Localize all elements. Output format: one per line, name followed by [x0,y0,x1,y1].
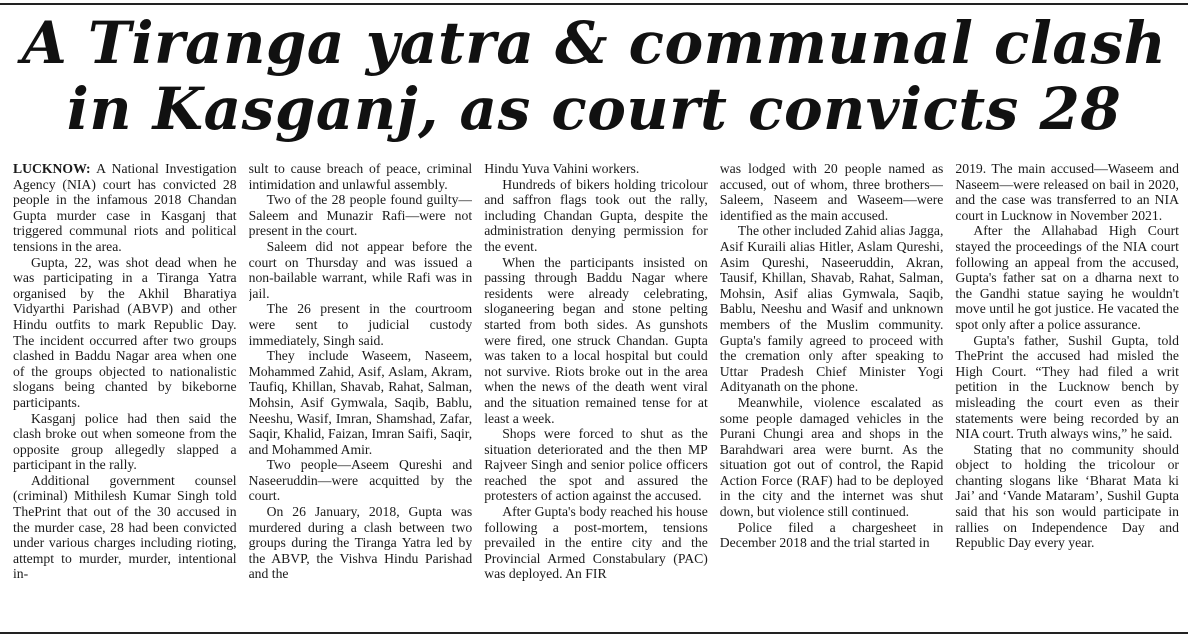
article-paragraph: Police filed a chargesheet in December 2018 and the trial started in [719,519,944,551]
article-paragraph: Kasganj police had then said the clash broke out when someone from the opposite group allegedly slapped a participant in the rally. [13,410,237,473]
article-column-3 [484,161,708,627]
article-column-5 [955,161,1179,627]
article-paragraph: They include Waseem, Naseem, Mohammed Zahid, Asif, Aslam, Akram, Taufiq, Khillan, Shavab, Rahat, Salman, Mohsin, Asif Gymwala, Saqib, Bablu, Neeshu, Wasif, Imran, Shamshad, Zafar, Saqir, Khalid, Faizan, Imran Saifi, Saqir, and Mohammed Amir. [248,348,473,457]
article-paragraph: On 26 January, 2018, Gupta was murdered during a clash between two groups during the Tiranga Yatra led by the ABVP, the Vishva Hindu Parishad and the [248,504,473,582]
article-paragraph: Meanwhile, violence escalated as some people damaged vehicles in the Purani Chungi area and shops in the Barahdwari area were burnt. As the situation got out of control, the Rapid Action Force (RAF) had to be deployed in the city and the internet was shut down, but violence still continued. [719,394,944,520]
article-paragraph: Two people—Aseem Qureshi and Naseeruddin—were acquitted by the court. [248,457,473,504]
article-paragraph: sult to cause breach of peace, criminal intimidation and unlawful assembly. [248,161,473,192]
article-paragraph: The 26 present in the courtroom were sent to judicial custody immediately, Singh said. [248,301,473,348]
article-paragraph: Gupta, 22, was shot dead when he was participating in a Tiranga Yatra organised by the Akhil Bharatiya Vidyarthi Parishad (ABVP) and other Hindu outfits to mark Republic Day. The incident occurred after two groups clashed in Baddu Nagar area when one of the groups objected to nationalistic slogans being chanted by bikeborne participants. [13,254,237,410]
article-paragraph: Hundreds of bikers holding tricolour and saffron flags took out the rally, including Chandan Gupta, despite the administration denying permission for the event. [484,176,708,254]
article-body [13,161,1179,627]
article-paragraph: Two of the 28 people found guilty—Saleem and Munazir Rafi—were not present in the court. [248,192,473,239]
article-paragraph: 2019. The main accused—Waseem and Naseem—were released on bail in 2020, and the case was transferred to an NIA court in Lucknow in November 2021. [955,161,1179,223]
top-rule [0,3,1188,5]
article-paragraph: Saleem did not appear before the court on Thursday and was issued a non-bailable warrant, while Rafi was in jail. [248,238,473,301]
dateline: LUCKNOW: [13,161,91,176]
article-column-4 [720,161,944,627]
bottom-rule [0,632,1188,634]
article-column-1 [13,161,237,627]
article-paragraph [13,161,237,255]
paragraph-text: A National Investigation Agency (NIA) court has convicted 28 people in the infamous 2018 Chandan Gupta murder case in Kasganj that triggered communal riots and political tensions in the area. [13,161,237,254]
article-column-2 [249,161,473,627]
article-paragraph: The other included Zahid alias Jagga, Asif Kuraili alias Hitler, Aslam Qureshi, Asim Qureshi, Naseeruddin, Akran, Tausif, Khillan, Shavab, Rahat, Salman, Mohsin, Asif alias Gymwala, Saqib, Bablu, Neeshu and Wasif and unknown members of the Muslim community. Gupta's family agreed to proceed with the cremation only after speaking to Uttar Pradesh Chief Minister Yogi Adityanath on the phone. [719,223,944,395]
article-paragraph: Hindu Yuva Vahini workers. [484,161,640,176]
article-paragraph: Shops were forced to shut as the situation deteriorated and the then MP Rajveer Singh and senior police officers reached the spot and assured the protesters of action against the accused. [484,426,708,504]
headline-line-2: in Kasganj, as court convicts 28 [66,75,1122,143]
article-paragraph: Gupta's father, Sushil Gupta, told ThePrint the accused had misled the High Court. “They had filed a writ petition in the Lucknow bench by misleading the court even as their statements were being recorded by an NIA court. Truth always wins,” he said. [955,332,1179,442]
headline-line-1: A Tiranga yatra & communal clash [21,9,1167,77]
headline [0,10,1188,142]
article-paragraph: Additional government counsel (criminal) Mithilesh Kumar Singh told ThePrint that out of the 30 accused in the murder case, 28 had been convicted under various charges including rioting, attempt to murder, murder, intentional in- [13,472,237,582]
article-paragraph: was lodged with 20 people named as accused, out of whom, three brothers— Saleem, Naseem and Waseem—were identified as the main accused. [719,161,944,223]
article-paragraph: After the Allahabad High Court stayed the proceedings of the NIA court following an appeal from the accused, Gupta's father sat on a dharna next to the Gandhi statue saying he wouldn't move until he got justice. He vacated the spot only after a police assurance. [955,223,1179,332]
article-paragraph: When the participants insisted on passing through Baddu Nagar where residents were already celebrating, sloganeering began and stone pelting started from both sides. As gunshots were fired, one struck Chandan. Gupta was taken to a local hospital but could not survive. Riots broke out in the area when the news of the death went viral and the situation remained tense for at least a week. [484,254,708,426]
article-paragraph: Stating that no community should object to holding the tricolour or chanting slogans like ‘Bharat Mata ki Jai’ and ‘Vande Mataram’, Sushil Gupta said that his son would participate in rallies on Independence Day and Republic Day every year. [955,441,1179,551]
article-paragraph: After Gupta's body reached his house following a post-mortem, tensions prevailed in the entire city and the Provincial Armed Constabulary (PAC) was deployed. An FIR [484,504,708,582]
